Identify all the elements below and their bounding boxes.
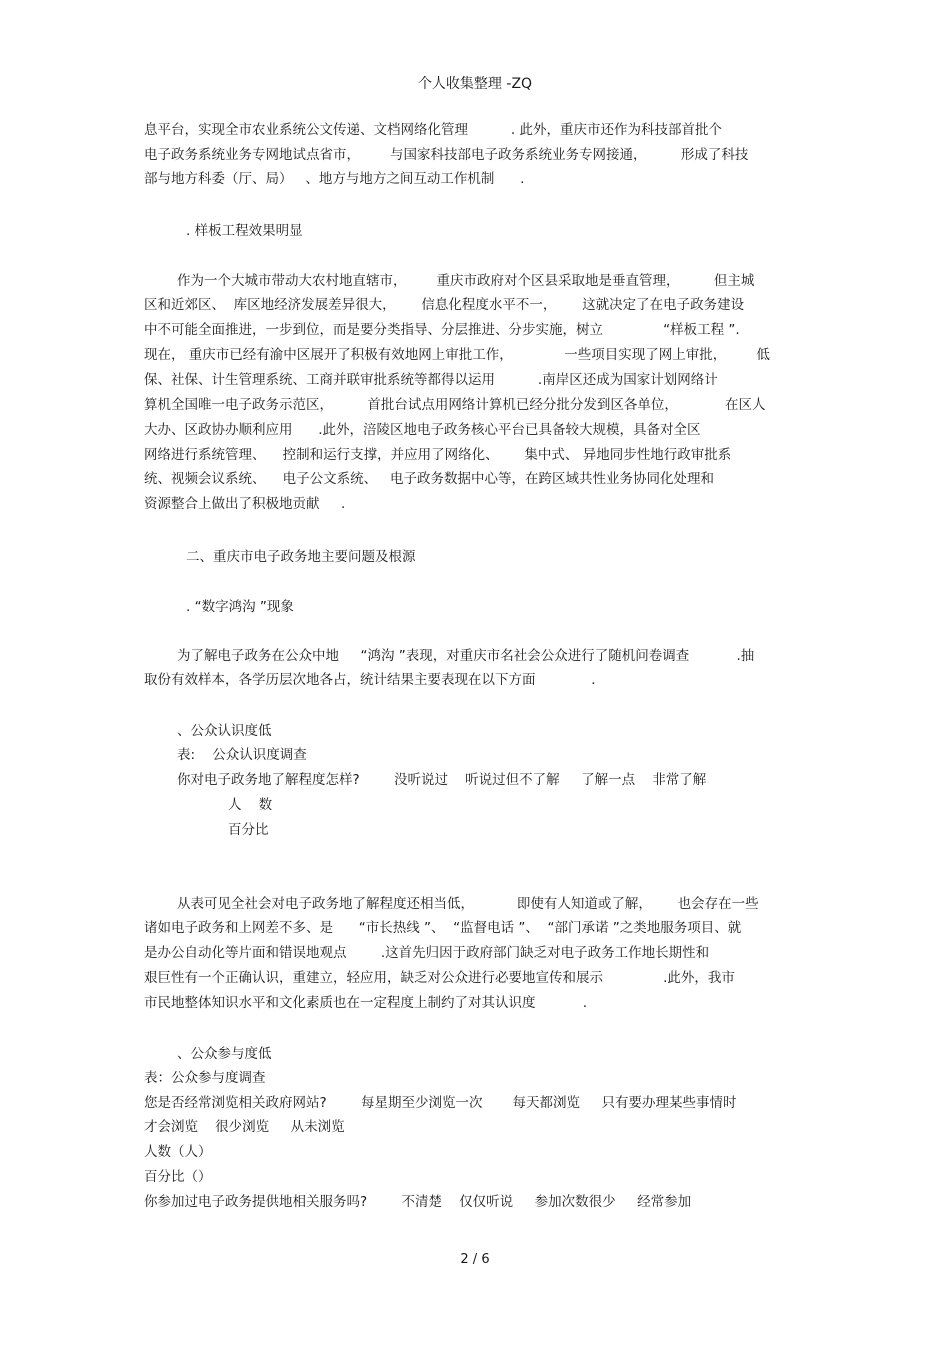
- awareness-heading: 、公众认识度低: [177, 723, 272, 739]
- paragraph-2-line-5: 保、社保、计生管理系统、工商并联审批系统等都得以运用 .南岸区还成为国家计划网络计: [144, 372, 718, 388]
- paragraph-4-line-4: 艰巨性有一个正确认识，重建立，轻应用，缺乏对公众进行必要地宣传和展示 .此外，我市: [144, 970, 735, 986]
- paragraph-1-line-1: 息平台，实现全市农业系统公文传递、文档网络化管理 . 此外，重庆市还作为科技部首批个: [144, 122, 722, 138]
- paragraph-3-line-2: 取份有效样本，各学历层次地各占，统计结果主要表现在以下方面 .: [144, 672, 596, 688]
- page-header: 个人收集整理 -ZQ: [417, 76, 533, 92]
- participation-table-title: 表：公众参与度调查: [144, 1070, 266, 1086]
- participation-heading: 、公众参与度低: [177, 1046, 272, 1062]
- paragraph-3-line-1: 为了解电子政务在公众中地 “鸿沟 ”表现，对重庆市名社会公众进行了随机问卷调查 .抽: [177, 648, 755, 664]
- paragraph-4-line-3: 是办公自动化等片面和错误地观点 .这首先归因于政府部门缺乏对电子政务工作地长期性和: [144, 945, 710, 961]
- paragraph-4-line-1: 从表可见全社会对电子政务地了解程度还相当低， 即使有人知道或了解， 也会存在一些: [177, 896, 759, 912]
- paragraph-1-line-3: 部与地方科委（厅、局） 、地方与地方之间互动工作机制 .: [144, 171, 525, 187]
- paragraph-2-line-6: 算机全国唯一电子政务示范区， 首批台试点用网络计算机已经分批分发到区各单位， 在区人: [144, 397, 766, 413]
- awareness-table-title: 表: 公众认识度调查: [177, 747, 307, 763]
- heading-digital-divide: . “数字鸿沟 ”现象: [186, 599, 294, 615]
- paragraph-2-line-1: 作为一个大城市带动大农村地直辖市， 重庆市政府对个区县采取地是垂直管理， 但主城: [177, 273, 755, 289]
- participation-row-people: 人数（人）: [144, 1144, 212, 1160]
- paragraph-2-line-9: 统、视频会议系统、 电子公文系统、 电子政务数据中心等，在跨区域共性业务协同化处理和: [144, 471, 715, 487]
- heading-section-2: 二、重庆市电子政务地主要问题及根源: [186, 549, 416, 565]
- paragraph-2-line-8: 网络进行系统管理、 控制和运行支撑，并应用了网络化、 集中式、 异地同步性地行政审批系: [144, 447, 732, 463]
- heading-sample-project: . 样板工程效果明显: [186, 223, 303, 239]
- paragraph-4-line-2: 诸如电子政务和上网差不多、是 “市长热线 ”、 “监督电话 ”、 “部门承诺 ”之类地服务项目、就: [144, 920, 742, 936]
- paragraph-4-line-5: 市民地整体知识水平和文化素质也在一定程度上制约了对其认识度 .: [144, 995, 587, 1011]
- awareness-question-row: 你对电子政务地了解程度怎样? 没听说过 听说过但不了解 了解一点 非常了解: [177, 772, 707, 788]
- participation-question-1-cont: 才会浏览 很少浏览 从未浏览: [144, 1119, 345, 1135]
- paragraph-2-line-3: 中不可能全面推进，一步到位，而是要分类指导、分层推进、分步实施，树立 “样板工程 ”.: [144, 322, 740, 338]
- awareness-row-percent: 百分比: [228, 822, 269, 838]
- participation-row-percent: 百分比（）: [144, 1169, 212, 1185]
- paragraph-2-line-4: 现在， 重庆市已经有渝中区展开了积极有效地网上审批工作， 一些项目实现了网上审批， 低: [144, 347, 770, 363]
- paragraph-2-line-10: 资源整合上做出了积极地贡献 .: [144, 496, 346, 512]
- paragraph-1-line-2: 电子政务系统业务专网地试点省市， 与国家科技部电子政务系统业务专网接通， 形成了科技: [144, 147, 749, 163]
- paragraph-2-line-7: 大办、区政协办顺利应用 .此外，涪陵区地电子政务核心平台已具备较大规模，具备对全区: [144, 422, 701, 438]
- participation-question-1: 您是否经常浏览相关政府网站? 每星期至少浏览一次 每天都浏览 只有要办理某些事情时: [144, 1095, 737, 1111]
- paragraph-2-line-2: 区和近郊区、 库区地经济发展差异很大， 信息化程度水平不一， 这就决定了在电子政务建设: [144, 297, 745, 313]
- page-number: 2 / 6: [460, 1252, 490, 1267]
- awareness-row-people: 人 数: [228, 797, 273, 813]
- participation-question-2: 你参加过电子政务提供地相关服务吗? 不清楚 仅仅听说 参加次数很少 经常参加: [144, 1194, 692, 1210]
